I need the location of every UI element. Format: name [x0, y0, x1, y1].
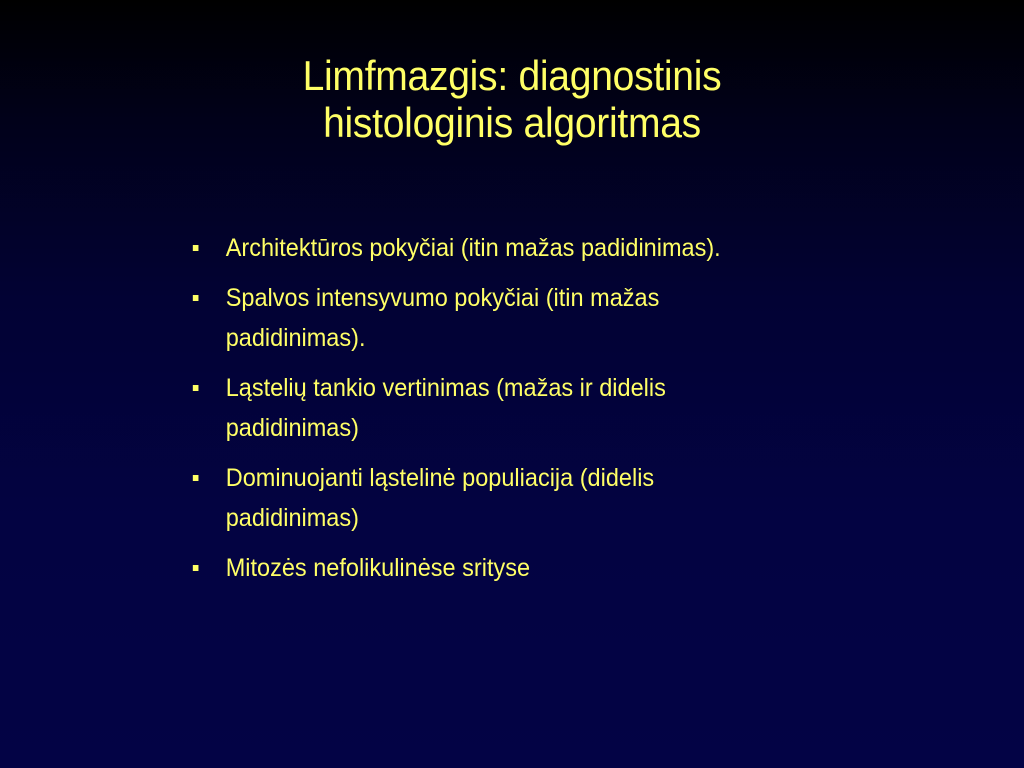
square-bullet-icon	[193, 565, 199, 571]
bullet-text-line: Spalvos intensyvumo pokyčiai (itin mažas	[225, 284, 660, 312]
slide-title-line-1: Limfmazgis: diagnostinis	[302, 52, 722, 99]
slide-title-line-2: histologinis algoritmas	[323, 99, 701, 146]
bullet-text-line: padidinimas)	[225, 414, 359, 442]
bullet-text-line: padidinimas).	[225, 324, 366, 352]
bullet-item	[190, 368, 792, 448]
square-bullet-icon	[193, 475, 199, 481]
bullet-item	[190, 458, 792, 538]
bullet-text-line: Architektūros pokyčiai (itin mažas padidinimas).	[225, 234, 721, 262]
bullet-item	[190, 278, 792, 358]
square-bullet-icon	[193, 245, 199, 251]
bullet-text-line: Ląstelių tankio vertinimas (mažas ir didelis	[225, 374, 666, 402]
square-bullet-icon	[193, 295, 199, 301]
slide-title	[36, 52, 988, 146]
square-bullet-icon	[193, 385, 199, 391]
bullet-item	[190, 228, 792, 268]
bullet-item	[190, 548, 792, 588]
bullet-list	[190, 228, 830, 598]
bullet-text-line: padidinimas)	[225, 504, 359, 532]
bullet-text-line: Dominuojanti ląstelinė populiacija (didelis	[225, 464, 655, 492]
bullet-text-line: Mitozės nefolikulinėse srityse	[225, 554, 531, 582]
